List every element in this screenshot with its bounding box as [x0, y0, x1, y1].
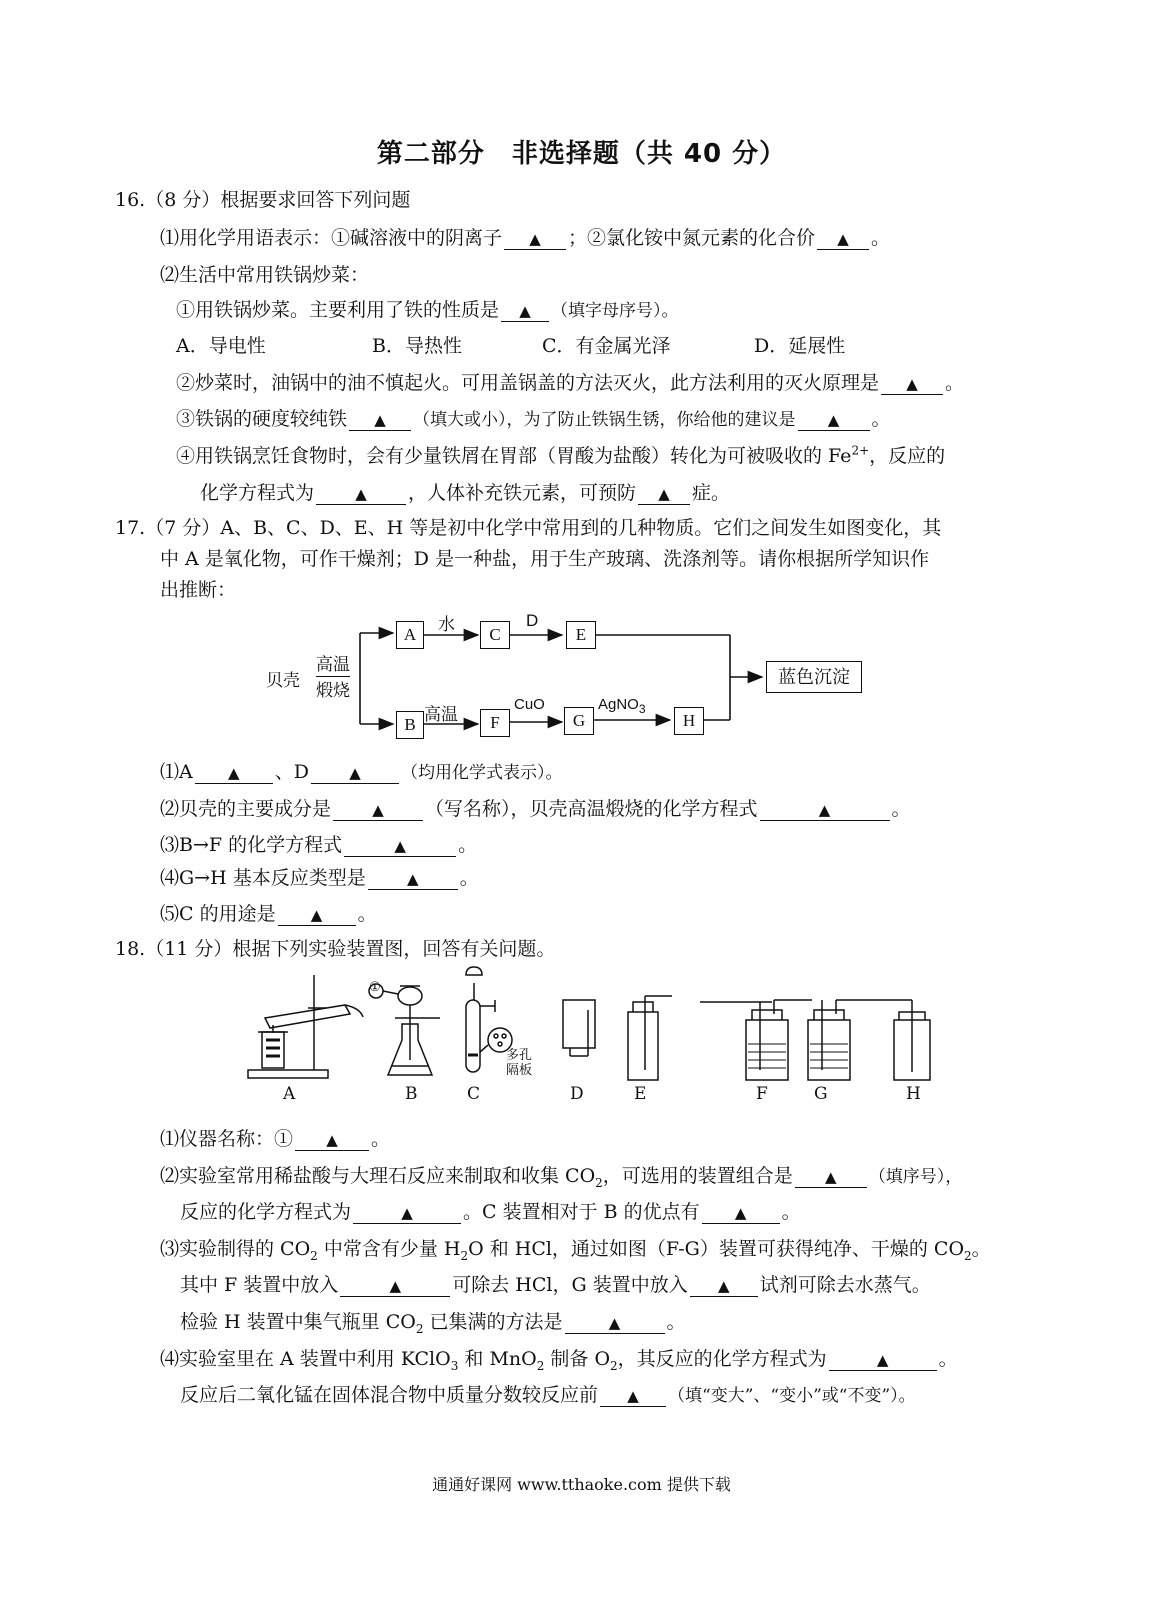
answer-blank[interactable]: ▲ — [278, 904, 356, 926]
q17-heading-2: 中 A 是氧化物，可作干燥剂；D 是一种盐，用于生产玻璃、洗涤剂等。请你根据所学知识作 — [160, 548, 930, 570]
q17-sub4: ⑷G→H 基本反应类型是 ▲ 。 — [160, 867, 479, 889]
q18-sub2-cont: 反应的化学方程式为 ▲ 。C 装置相对于 B 的优点有 ▲ 。 — [180, 1201, 801, 1223]
answer-blank[interactable]: ▲ — [817, 228, 869, 250]
label-c: C — [467, 1084, 481, 1104]
q17-sub3: ⑶B→F 的化学方程式 ▲ 。 — [160, 834, 478, 856]
node-a: A — [396, 621, 424, 649]
option-b[interactable]: B．导热性 — [372, 335, 462, 357]
q17-sub1: ⑴A ▲ 、D ▲ （均用化学式表示）。 — [160, 761, 563, 783]
page-footer: 通通好课网 www.tthaoke.com 提供下载 — [432, 1475, 731, 1494]
label-f: F — [756, 1084, 768, 1104]
node-c: C — [480, 621, 510, 649]
q16-part2-4-cont: 化学方程式为 ▲ ，人体补充铁元素，可预防 ▲ 症。 — [200, 482, 731, 504]
label-d: D — [526, 611, 539, 630]
answer-blank[interactable]: ▲ — [760, 799, 890, 821]
section-title: 第二部分 非选择题（共 40 分） — [376, 139, 787, 169]
answer-blank[interactable]: ▲ — [600, 1385, 666, 1407]
label-a: A — [283, 1084, 296, 1104]
q18-sub4-cont: 反应后二氧化锰在固体混合物中质量分数较反应前 ▲ （填“变大”、“变小”或“不变”）。 — [180, 1384, 916, 1406]
answer-blank[interactable]: ▲ — [349, 409, 411, 431]
q16-part1: ⑴用化学用语表示：①碱溶液中的阴离子 ▲ ；②氯化铵中氮元素的化合价 ▲ 。 — [160, 227, 891, 249]
q16-part2-2: ②炒菜时，油锅中的油不慎起火。可用盖锅盖的方法灭火，此方法利用的灭火原理是 ▲ 。 — [176, 372, 965, 394]
answer-blank[interactable]: ▲ — [565, 1312, 665, 1334]
q18-sub3-cont: 其中 F 装置中放入 ▲ 可除去 HCl，G 装置中放入 ▲ 试剂可除去水蒸气。 — [180, 1274, 931, 1296]
label-h: H — [906, 1084, 921, 1104]
q18-sub3-check: 检验 H 装置中集气瓶里 $CO_2$ 已集满的方法是 ▲ 。 — [180, 1311, 686, 1336]
apparatus-e — [628, 996, 672, 1080]
answer-blank[interactable]: ▲ — [829, 1349, 937, 1371]
node-h: H — [674, 707, 704, 735]
label-high-temp: 高温 — [316, 655, 350, 675]
q16-part2: ⑵生活中常用铁锅炒菜： — [160, 264, 370, 286]
answer-blank[interactable]: ▲ — [311, 762, 399, 784]
node-g: G — [564, 707, 594, 735]
node-b: B — [396, 711, 424, 739]
answer-blank[interactable]: ▲ — [795, 1166, 867, 1188]
answer-blank[interactable]: ▲ — [881, 373, 943, 395]
answer-blank[interactable]: ▲ — [702, 1202, 780, 1224]
apparatus-b — [369, 984, 440, 1075]
answer-blank[interactable]: ▲ — [316, 483, 406, 505]
apparatus-a — [248, 975, 363, 1078]
label-d: D — [570, 1084, 584, 1104]
option-c[interactable]: C．有金属光泽 — [542, 335, 671, 357]
answer-blank[interactable]: ▲ — [368, 868, 458, 890]
label-water: 水 — [438, 615, 455, 635]
q18-sub3: ⑶实验制得的 $CO_2$ 中常含有少量 $H_2O$ 和 HCl，通过如图（F-G）装置可获得纯净、干燥的 $CO_2$。 — [160, 1238, 991, 1263]
answer-blank[interactable]: ▲ — [344, 835, 456, 857]
label-g: G — [814, 1084, 828, 1104]
answer-blank[interactable]: ▲ — [638, 483, 690, 505]
answer-blank[interactable]: ▲ — [690, 1275, 758, 1297]
label-heat: 高温 — [424, 705, 458, 725]
q18-sub4: ⑷实验室里在 A 装置中利用 KClO$_3$ 和 MnO$_2$ 制备 $O_2$，其反应的化学方程式为 ▲ 。 — [160, 1348, 958, 1373]
label-calcine: 煅烧 — [316, 681, 350, 701]
label-circle-one: ① — [369, 980, 381, 995]
answer-blank[interactable]: ▲ — [353, 1202, 461, 1224]
q16-part2-4: ④用铁锅烹饪食物时，会有少量铁屑在胃部（胃酸为盐酸）转化为可被吸收的 $Fe^{2+}$，反应的 — [176, 443, 946, 467]
q17-heading-1: 17.（7 分）A、B、C、D、E、H 等是初中化学中常用到的几种物质。它们之间发生如图变化，其 — [115, 517, 942, 539]
label-porous-1: 多孔 — [506, 1048, 533, 1063]
node-blue-precipitate: 蓝色沉淀 — [766, 661, 862, 693]
answer-blank[interactable]: ▲ — [295, 1129, 369, 1151]
q18-sub2: ⑵实验室常用稀盐酸与大理石反应来制取和收集 $CO_2$，可选用的装置组合是 ▲ （填序号）， — [160, 1165, 963, 1190]
answer-blank[interactable]: ▲ — [333, 799, 423, 821]
answer-blank[interactable]: ▲ — [798, 409, 870, 431]
label-b: B — [405, 1084, 418, 1104]
q17-sub5: ⑸C 的用途是 ▲ 。 — [160, 903, 377, 925]
label-cuo: CuO — [514, 696, 545, 713]
q16-heading: 16.（8 分）根据要求回答下列问题 — [115, 189, 411, 211]
q18-sub1: ⑴仪器名称：① ▲ 。 — [160, 1128, 391, 1150]
label-agno3: AgNO$_3$ — [598, 696, 646, 716]
answer-blank[interactable]: ▲ — [501, 300, 549, 322]
answer-blank[interactable]: ▲ — [195, 762, 273, 784]
q17-heading-3: 出推断： — [160, 579, 237, 601]
q17-sub2: ⑵贝壳的主要成分是 ▲ （写名称），贝壳高温煅烧的化学方程式 ▲ 。 — [160, 798, 911, 820]
answer-blank[interactable]: ▲ — [340, 1275, 450, 1297]
node-e: E — [566, 621, 596, 649]
label-porous-2: 隔板 — [506, 1063, 533, 1078]
option-d[interactable]: D．延展性 — [754, 335, 846, 357]
answer-blank[interactable]: ▲ — [504, 228, 566, 250]
apparatus-fgh — [700, 1000, 930, 1080]
apparatus-d — [563, 1000, 595, 1056]
option-a[interactable]: A．导电性 — [176, 335, 266, 357]
q16-part2-1: ①用铁锅炒菜。主要利用了铁的性质是 ▲ （填字母序号）。 — [176, 299, 679, 321]
q16-part2-3: ③铁锅的硬度较纯铁 ▲ （填大或小），为了防止铁锅生锈，你给他的建议是 ▲ 。 — [176, 408, 891, 430]
label-shell: 贝壳 — [266, 671, 300, 691]
q18-heading: 18.（11 分）根据下列实验装置图，回答有关问题。 — [115, 938, 556, 960]
label-e: E — [634, 1084, 647, 1104]
node-f: F — [480, 709, 510, 737]
